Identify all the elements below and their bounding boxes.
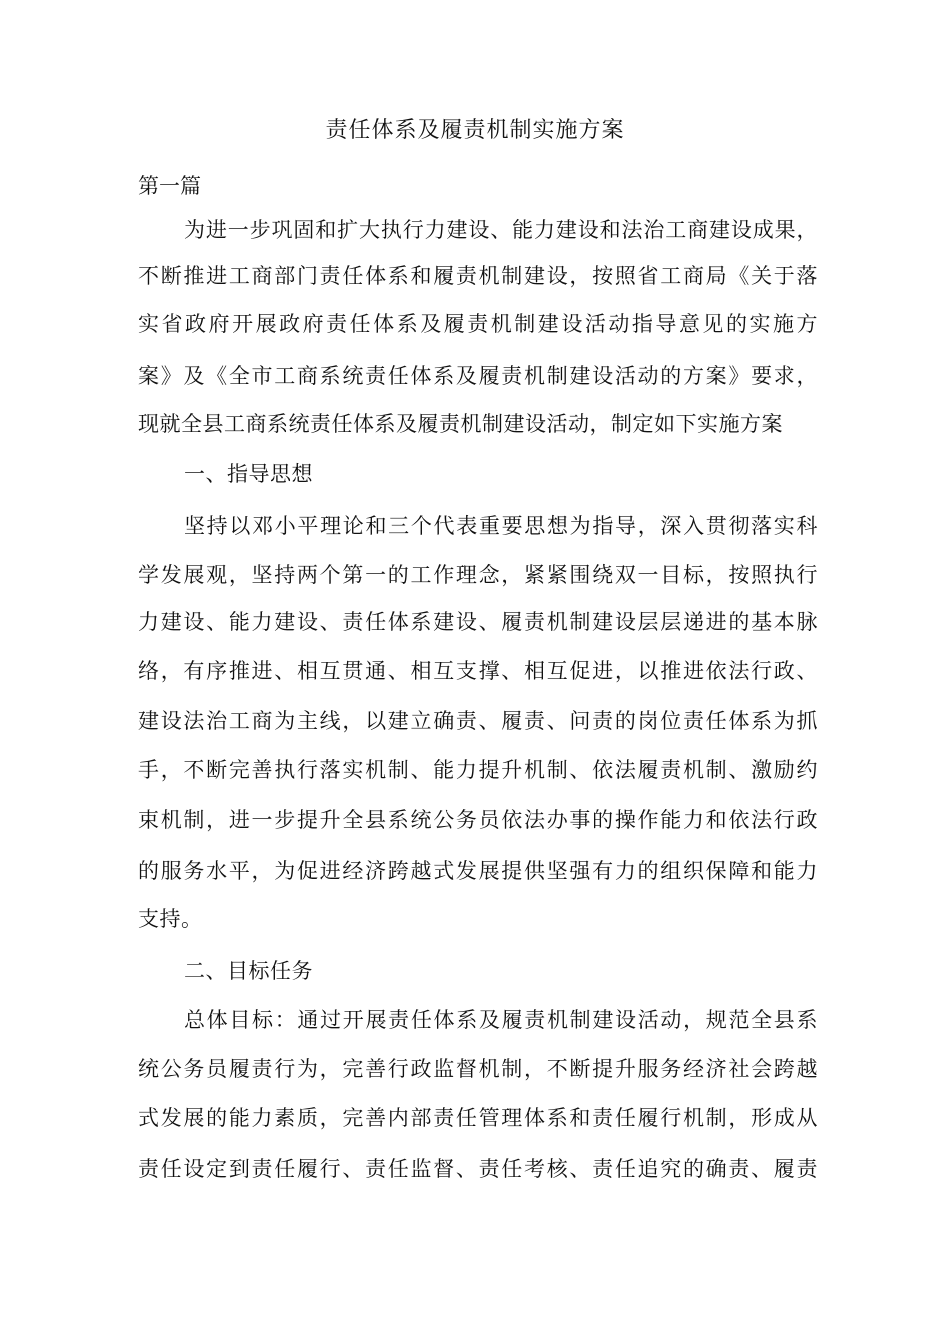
paragraph-line: 束机制，进一步提升全县系统公务员依法办事的操作能力和依法行政 bbox=[138, 808, 818, 832]
paragraph-line: 为进一步巩固和扩大执行力建设、能力建设和法治工商建设成果， bbox=[184, 218, 818, 242]
paragraph-line: 支持。 bbox=[138, 907, 203, 931]
paragraph-line: 现就全县工商系统责任体系及履责机制建设活动，制定如下实施方案 bbox=[138, 412, 783, 436]
paragraph-line: 手，不断完善执行落实机制、能力提升机制、依法履责机制、激励约 bbox=[138, 758, 818, 782]
paragraph-line: 力建设、能力建设、责任体系建设、履责机制建设层层递进的基本脉 bbox=[138, 610, 818, 634]
paragraph-line: 总体目标：通过开展责任体系及履责机制建设活动，规范全县系 bbox=[184, 1008, 818, 1032]
paragraph-line: 式发展的能力素质，完善内部责任管理体系和责任履行机制，形成从 bbox=[138, 1106, 818, 1130]
paragraph-line: 实省政府开展政府责任体系及履责机制建设活动指导意见的实施方 bbox=[138, 312, 818, 336]
paragraph-line: 建设法治工商为主线，以建立确责、履责、问责的岗位责任体系为抓 bbox=[138, 709, 818, 733]
paragraph-line: 的服务水平，为促进经济跨越式发展提供坚强有力的组织保障和能力 bbox=[138, 859, 818, 883]
paragraph-line: 坚持以邓小平理论和三个代表重要思想为指导，深入贯彻落实科 bbox=[184, 514, 818, 538]
paragraph-line: 络，有序推进、相互贯通、相互支撑、相互促进，以推进依法行政、 bbox=[138, 659, 818, 683]
document-title: 责任体系及履责机制实施方案 bbox=[325, 118, 625, 143]
paragraph-line: 不断推进工商部门责任体系和履责机制建设，按照省工商局《关于落 bbox=[138, 264, 818, 288]
paragraph-line: 责任设定到责任履行、责任监督、责任考核、责任追究的确责、履责 bbox=[138, 1157, 818, 1181]
section-heading: 二、目标任务 bbox=[184, 959, 313, 983]
paragraph-line: 案》及《全市工商系统责任体系及履责机制建设活动的方案》要求， bbox=[138, 364, 818, 388]
section-label: 第一篇 bbox=[138, 174, 201, 198]
paragraph-line: 统公务员履责行为，完善行政监督机制，不断提升服务经济社会跨越 bbox=[138, 1057, 818, 1081]
section-heading: 一、指导思想 bbox=[184, 462, 313, 486]
paragraph-line: 学发展观，坚持两个第一的工作理念，紧紧围绕双一目标，按照执行 bbox=[138, 563, 818, 587]
